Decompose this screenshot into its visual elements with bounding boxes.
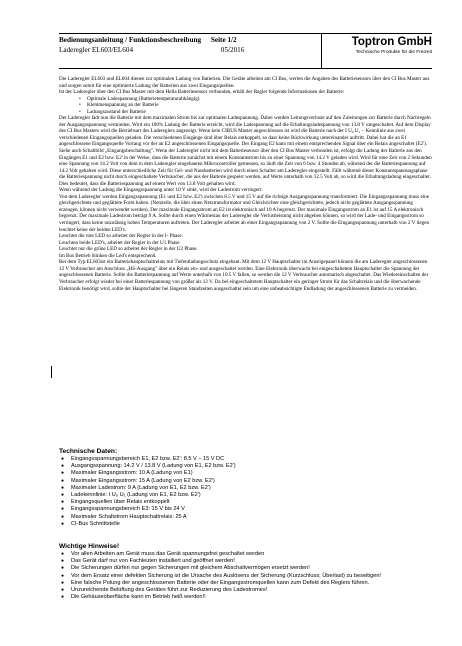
document-title: Bedienungsanleitung / Funktionsbeschreibung [59,36,202,44]
list-item: • Klemmenspannung an der Batterie [59,102,432,109]
list-item: ● Ladekennlinie: I U₀ U₁ (Ladung von E1, E2 bzw. E2') [59,492,432,499]
sensor-paragraph: Ist der Laderegler über den CI Bus Master mit dem Hella Batteriesensor verbunden, erhält der Regler folgende Informationen der Batterie: [59,89,345,96]
company-logo [327,36,432,56]
led-bus-line: Im Bus Betrieb blinken die Led's entsprechend. [59,252,157,259]
led-green-line: Leuchtet nur die grüne LED so arbeitet der Regler in der U2 Phase. [59,246,198,253]
input-paragraph: Von dem Laderegler werden Eingangsspannung (E1 und E2 bzw. E2') zwischen 8.5 V und 15 V auf die richtige Ausgangsspannung transformiert. Die Eingangsspannung muss eine gleichgerichtete und geglättete Form haben. (Netzteile, die über einen Netztransformator und Gleichrichter eine gleichgerichtete, jedoch nicht geglättete Ausgangsspannung erzeugen, können nicht verwendet werden). Der maximale Eingangsstrom an E2 ist elektronisch auf 10 A begrenzt. Der maximale Eingangsstrom an E1 ist auf 15 A elektronisch begrenzt. Der maximale Ladestrom beträgt 9 A. Sollte durch einen Wärmestau der Laderegler die Verlustleistung nicht abgeben können, so wird der Lade- und Eingangsstrom so verringert, dass keine unzulässig hohen Temperaturen auftreten. Der Laderegler arbeitet ab einer Eingangsspannung von 2 V. Sollte die Eingangsspannung unterhalb von 2 V liegen leuchtet keine der beiden LED's. [59,193,430,233]
company-name: Toptron GmbH [351,36,432,48]
list-item: ● Eine falsche Polung der angeschlossenen Batterie oder der Eingangsstromquellen kann zum Defekt des Reglers führen. [59,580,432,587]
technical-data-heading: Technische Daten: [59,448,118,455]
important-notes-section [59,543,432,601]
list-item: ● Eingangsspannungsbereich E1, E2 bzw. E2': 8.5 V – 15 V DC [59,456,432,463]
list-item: ● Ausgangsspannung: 14.2 V / 13.8 V (Ladung von E1, E2 bzw. E2') [59,463,432,470]
list-item: ● Vor dem Ersatz einer defekten Sicherung ist die Ursache des Auslösens der Sicherung (Kurzschluss; Überlast) zu beseitigen! [59,573,432,580]
header-title-block [59,35,309,55]
description-body [59,76,432,292]
list-item: ● Vor allen Arbeiten am Gerät muss das Gerät spannungsfrei geschaltet werden [59,551,432,558]
list-item: ● Maximaler Eingangsstrom: 15 A (Ladung von E2 bzw. E2') [59,478,432,485]
undervoltage-paragraph: Wenn während der Ladung die Eingangsspannung unter 10 V sinkt, wird der Ladestrom verringert. [59,187,263,194]
battery-info-list [59,96,432,116]
charging-paragraph: Der Laderegler lädt nun die Batterie mit dem maximalen Strom bis zur optimalen Ladespannung. Dabei werden Leitungsverluste auf den Zuleitungen zur Batterie durch Nachregeln der Ausgangsspannung vermieden. Wird ein 100% Ladung der Batterie erreicht, wird die Ladespannung auf die Erhaltungsladespannung von 13.8 V umgeschaltet. Auf dem Display des CI Bus Masters wird die Betriebsart des Ladereglers angezeigt. Wenn kein CIBUS Master angeschlossen ist wird die Batterie nach der I U₀ U₁ – Kennlinie aus zwei verschiedenen Eingangsquellen geladen. Die verschiedenen Eingänge sind über Relais entkoppelt, so dass keine Rückwirkung untereinander auftritt. Dabei hat die an E1 angeschlossene Eingangsquelle Vorrang vor der an E2 angeschlossenen Eingangsquelle. Der Eingang E2 kann mit einem entsprechenden Signal über ein Relais angeschaltet (E2'). Siehe auch Schaltbild „Eingangsbeschaltung". Wenn der Laderegler nicht mit dem Batteriesensor über den CI Bus Master verbunden ist, erfolgt die Ladung der Batterie aus den Eingängen E1 und E2 bzw. E2' in der Weise, dass die Batterie zunächst mit einem Konstantstrom bis zu einer Spannung von 14.2 V geladen wird. Wird für eine Zeit von 2 Sekunden eine Spannung von 14.2 Volt von dem in dem Laderegler eingebauten Mikrocontroller gemessen, so läuft die Zeit von 6 bzw. 4 Stunden ab, während der die Batteriespannung auf 14.2 Volt gehalten wird. Diese unterschiedliche Zeit für Gel- und Nassbatterien wird durch einen Schalter am Laderegler eingestellt. Fällt während dieser Konstantspannungsphase die Batteriespannung nicht durch eingeschaltete Verbraucher, die aus der Batterie gespeist werden, auf Werte unterhalb von 12.5 Volt ab, so wird die Erhaltungsladung eingeschaltet. Dies bedeutet, dass die Batteriespannung auf einem Wert von 13.8 Volt gehalten wird. [59,115,432,187]
company-tagline: Technische Produkte für die Freizeit [355,50,432,55]
model-label: Laderegler EL603/EL604 [59,46,134,54]
list-item: ● Maximaler Ladestrom: 9 A (Ladung von E1, E2 bzw. E2') [59,485,432,492]
list-item: ● Die Gehäuseoberfläche kann im Betrieb heiß werden!! [59,594,432,601]
list-item: ● Eingangsspannungsbereich E3: 15 V bis 24 V [59,506,432,513]
list-item: • Ladungszustand der Batterie [59,109,432,116]
intro-paragraph: Die Laderegler EL603 und EL604 dienen zur optimalen Ladung von Batterien. Die Geräte arbeiten am CI Bus, werten die Angaben des Batteriesensors über den CI Bus Master aus und sorgen somit für eine optimierte Ladung der Batterien aus zwei Eingangsquellen. [59,76,430,89]
margin-change-bar [51,366,52,378]
important-notes-heading: Wichtige Hinweise! [59,543,120,550]
list-item: ● Maximaler Schaltstrom Hauptschaltrelais: 25 A [59,514,432,521]
led-red-line: Leuchtet die rote LED so arbeitet der Regler in der I- Phase. [59,233,183,240]
list-item: ● Eingangsquellen über Relais entkoppelt [59,499,432,506]
header-bottom-rule [59,68,432,69]
technical-data-list [59,456,432,528]
main-switch-paragraph: Bei dem Typ EL603ist ein Batteriehauptschaltrelais mit Tiefentladungsschutz eingebaut. Mit dem 12 V Hauptschalter im Anzeigepanel können die am Laderegler angeschlossenen 12 V Verbraucher am Anschluss „HS-Ausgang" über ein Relais ein- und ausgeschaltet werden. Eine Elektronik überwacht bei eingeschaltetem Hauptschalter die Spannung der angeschlossenen Batterie. Sollte die Batteriespannung auf Werte unterhalb von 10.5 V fallen, so werden die 12 V Verbraucher automatisch abgeschaltet. Das Wiedereinschalten der Verbraucher erfolgt wieder bei einer Batteriespannung von größer als 12 V. Da bei eingeschaltetem Hauptschalter ein geringer Strom für das Schaltrelais und die überwachende Elektronik benötigt wird, sollte der Hauptschalter bei längeren Standzeiten ausgeschaltet sein um eine unbeabsichtigte Endladung der angeschlossenen Batterie zu vermeiden. [59,259,429,292]
document-header [59,34,432,68]
list-item: ● CI-Bus Schnittstelle [59,521,432,528]
technical-data-section [59,448,432,528]
list-item: ● Maximaler Eingangsstrom: 10 A (Ladung von E1) [59,470,432,477]
list-item: ● Das Gerät darf nur von Fachleuten installiert und geöffnet werden! [59,558,432,565]
document-date: 05/2016 [220,46,245,54]
important-notes-list [59,551,432,601]
header-divider [321,34,322,68]
list-item: ● Die Sicherungen dürfen nur gegen Sicherungen mit gleichem Abschaltvermögen ersetzt werden! [59,565,432,572]
led-both-line: Leuchten beide LED's, arbeitet der Regler in der U1 Phase [59,239,180,246]
list-item: • Optimale Ladespannung (Batterietemperaturabhängig) [59,96,432,103]
list-item: ● Unzureichende Belüftung des Gerätes führt zur Reduzierung des Ladestromes! [59,587,432,594]
page-reference: Seite 1/2 [210,36,237,44]
